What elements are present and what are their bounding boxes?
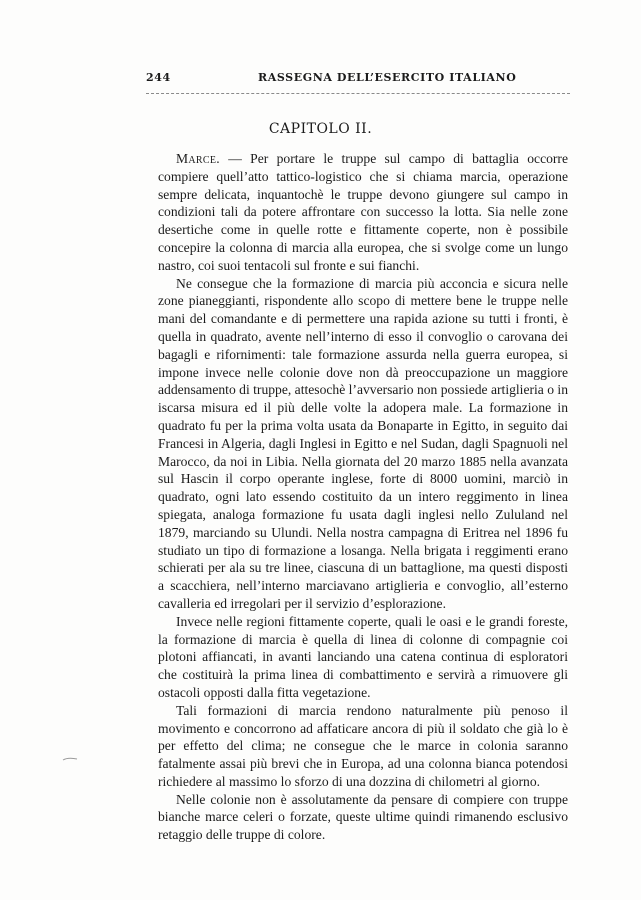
paragraph-lead: Marce. (176, 151, 220, 166)
paragraph-text: Ne consegue che la formazione di marcia più acconcia e sicura nelle zone pianeggianti, rispondente allo scopo di mettere bene le truppe nelle mani del comandante e di permettere una rapida azione su tutti i fronti, è quella in quadrato, avente nell’interno di esso il convoglio o carovana dei bagagli e rifornimenti: tale formazione assurda nella guerra europea, si impone invece nelle colonie dove non dà preoccupazione un maggiore addensamento di truppe, attesochè l’avversario non possiede artiglieria o in iscarsa misura ed il più delle volte la adopera male. La formazione in quadrato fu per la prima volta usata da Bonaparte in Egitto, in seguito dai Francesi in Algeria, dagli Inglesi in Egitto e nel Sudan, dagli Spagnuoli nel Marocco, da noi in Libia. Nella giornata del 20 marzo 1885 nella avanzata sul Hascin il corpo operante inglese, forte di 8000 uomini, marciò in quadrato, ogni lato essendo costituito da un intero reggimento in linea spiegata, analoga formazione fu usata dagli inglesi nello Zululand nel 1879, marciando su Ulundi. Nella nostra campagna di Eritrea nel 1896 fu studiato un tipo di formazione a losanga. Nella brigata i reggimenti erano schierati per ala su tre linee, ciascuna di un battaglione, ma questi disposti a scacchiera, nell’interno marciavano artiglieria e convoglio, all’esterno cavalleria ed irregolari per il servizio d’esplorazione. (158, 275, 568, 611)
paragraph (158, 150, 568, 275)
paragraph (158, 702, 568, 791)
header-rule (146, 93, 570, 94)
margin-pencil-mark (62, 756, 78, 762)
paragraph-text: Nelle colonie non è assolutamente da pensare di compiere con truppe bianche marce celeri o forzate, queste ultime quindi rimanendo esclusivo retaggio delle truppe di colore. (158, 791, 568, 843)
page-number: 244 (146, 71, 171, 84)
body-text (158, 150, 568, 844)
paragraph-text: Tali formazioni di marcia rendono naturalmente più penoso il movimento e concorrono ad affaticare ancora di più il soldato che già lo è per effetto del clima; ne consegue che le marce in colonia saranno fatalmente assai più brevi che in Europa, ad una colonna bianca potendosi richiedere al massimo lo sforzo di una dozzina di chilometri al giorno. (158, 702, 568, 789)
paragraph (158, 791, 568, 844)
paragraph-text: Invece nelle regioni fittamente coperte, quali le oasi e le grandi foreste, la formazione di marcia è quella di linea di colonne di compagnie coi plotoni affiancati, in avanti lanciando una catena continua di esploratori che costituirà la prima linea di combattimento e servirà a rimuovere gli ostacoli opposti dalla fitta vegetazione. (158, 613, 568, 700)
paragraph (158, 275, 568, 613)
chapter-title: CAPITOLO II. (268, 121, 373, 137)
paragraph-text: — Per portare le truppe sul campo di battaglia occorre compiere quell’atto tattico-logistico che si chiama marcia, operazione sempre delicata, inquantochè le truppe devono giungere sul campo in condizioni tali da potere affrontare con successo la lotta. Sia nelle zone desertiche come in quelle rotte e fittamente coperte, non è possibile concepire la colonna di marcia alla europea, che si svolge come un lungo nastro, coi suoi tentacoli sul fronte e sui fianchi. (158, 151, 568, 273)
running-title: RASSEGNA DELL’ESERCITO ITALIANO (258, 71, 517, 84)
paragraph (158, 613, 568, 702)
running-header (146, 71, 572, 87)
